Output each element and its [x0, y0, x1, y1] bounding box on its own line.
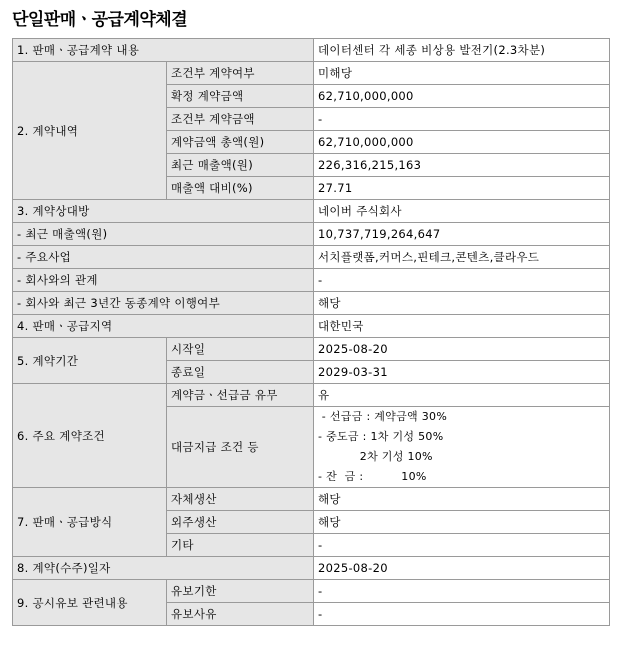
sub-value: 10,737,719,264,647 — [314, 223, 610, 246]
row-label: 6. 주요 계약조건 — [13, 384, 167, 488]
row-value: 데이터센터 각 세종 비상용 발전기(2.3차분) — [314, 39, 610, 62]
sub-label: 매출액 대비(%) — [167, 177, 314, 200]
row-value: 네이버 주식회사 — [314, 200, 610, 223]
sub-value: 해당 — [314, 292, 610, 315]
table-row — [13, 246, 610, 269]
sub-label: 조건부 계약여부 — [167, 62, 314, 85]
sub-label: 최근 매출액(원) — [167, 154, 314, 177]
payment-terms — [314, 407, 610, 488]
row-label: 8. 계약(수주)일자 — [13, 557, 314, 580]
sub-value: - — [314, 580, 610, 603]
table-row — [13, 338, 610, 361]
sub-value: 27.71 — [314, 177, 610, 200]
row-label: 5. 계약기간 — [13, 338, 167, 384]
sub-label: 시작일 — [167, 338, 314, 361]
payment-line: - 잔 금 : 10% — [318, 470, 427, 483]
sub-label: 확정 계약금액 — [167, 85, 314, 108]
disclosure-table — [12, 38, 610, 626]
table-row — [13, 488, 610, 511]
sub-label: 대금지급 조건 등 — [167, 407, 314, 488]
row-label: 4. 판매ㆍ공급지역 — [13, 315, 314, 338]
payment-line: - 중도금 : 1차 기성 50% — [318, 430, 444, 443]
table-row — [13, 39, 610, 62]
table-row — [13, 580, 610, 603]
sub-value: - — [314, 108, 610, 131]
sub-label: - 회사와 최근 3년간 동종계약 이행여부 — [13, 292, 314, 315]
sub-value: - — [314, 603, 610, 626]
sub-value: 서치플랫폼,커머스,핀테크,콘텐츠,클라우드 — [314, 246, 610, 269]
sub-label: 유보기한 — [167, 580, 314, 603]
sub-label: - 회사와의 관계 — [13, 269, 314, 292]
table-row — [13, 223, 610, 246]
sub-label: 종료일 — [167, 361, 314, 384]
row-label: 9. 공시유보 관련내용 — [13, 580, 167, 626]
sub-label: 자체생산 — [167, 488, 314, 511]
sub-label: 계약금ㆍ선급금 유무 — [167, 384, 314, 407]
table-row — [13, 315, 610, 338]
sub-value: 미해당 — [314, 62, 610, 85]
table-row — [13, 62, 610, 85]
sub-value: 2029-03-31 — [314, 361, 610, 384]
sub-value: - — [314, 534, 610, 557]
sub-value: 226,316,215,163 — [314, 154, 610, 177]
table-row — [13, 269, 610, 292]
sub-label: 조건부 계약금액 — [167, 108, 314, 131]
row-label: 7. 판매ㆍ공급방식 — [13, 488, 167, 557]
page-title: 단일판매ㆍ공급계약체결 — [12, 10, 188, 30]
sub-label: 유보사유 — [167, 603, 314, 626]
sub-value: 62,710,000,000 — [314, 85, 610, 108]
sub-label: 계약금액 총액(원) — [167, 131, 314, 154]
row-label: 3. 계약상대방 — [13, 200, 314, 223]
table-row — [13, 292, 610, 315]
sub-value: 62,710,000,000 — [314, 131, 610, 154]
row-value: 2025-08-20 — [314, 557, 610, 580]
sub-value: 해당 — [314, 511, 610, 534]
sub-value: - — [314, 269, 610, 292]
sub-value: 해당 — [314, 488, 610, 511]
table-row — [13, 557, 610, 580]
row-label: 1. 판매ㆍ공급계약 내용 — [13, 39, 314, 62]
row-label: 2. 계약내역 — [13, 62, 167, 200]
sub-label: 외주생산 — [167, 511, 314, 534]
payment-line: - 선급금 : 계약금액 30% — [318, 410, 448, 423]
sub-label: - 최근 매출액(원) — [13, 223, 314, 246]
table-row — [13, 200, 610, 223]
sub-label: 기타 — [167, 534, 314, 557]
sub-value: 2025-08-20 — [314, 338, 610, 361]
sub-value: 유 — [314, 384, 610, 407]
row-value: 대한민국 — [314, 315, 610, 338]
sub-label: - 주요사업 — [13, 246, 314, 269]
payment-line: 2차 기성 10% — [318, 450, 433, 463]
table-row — [13, 384, 610, 407]
